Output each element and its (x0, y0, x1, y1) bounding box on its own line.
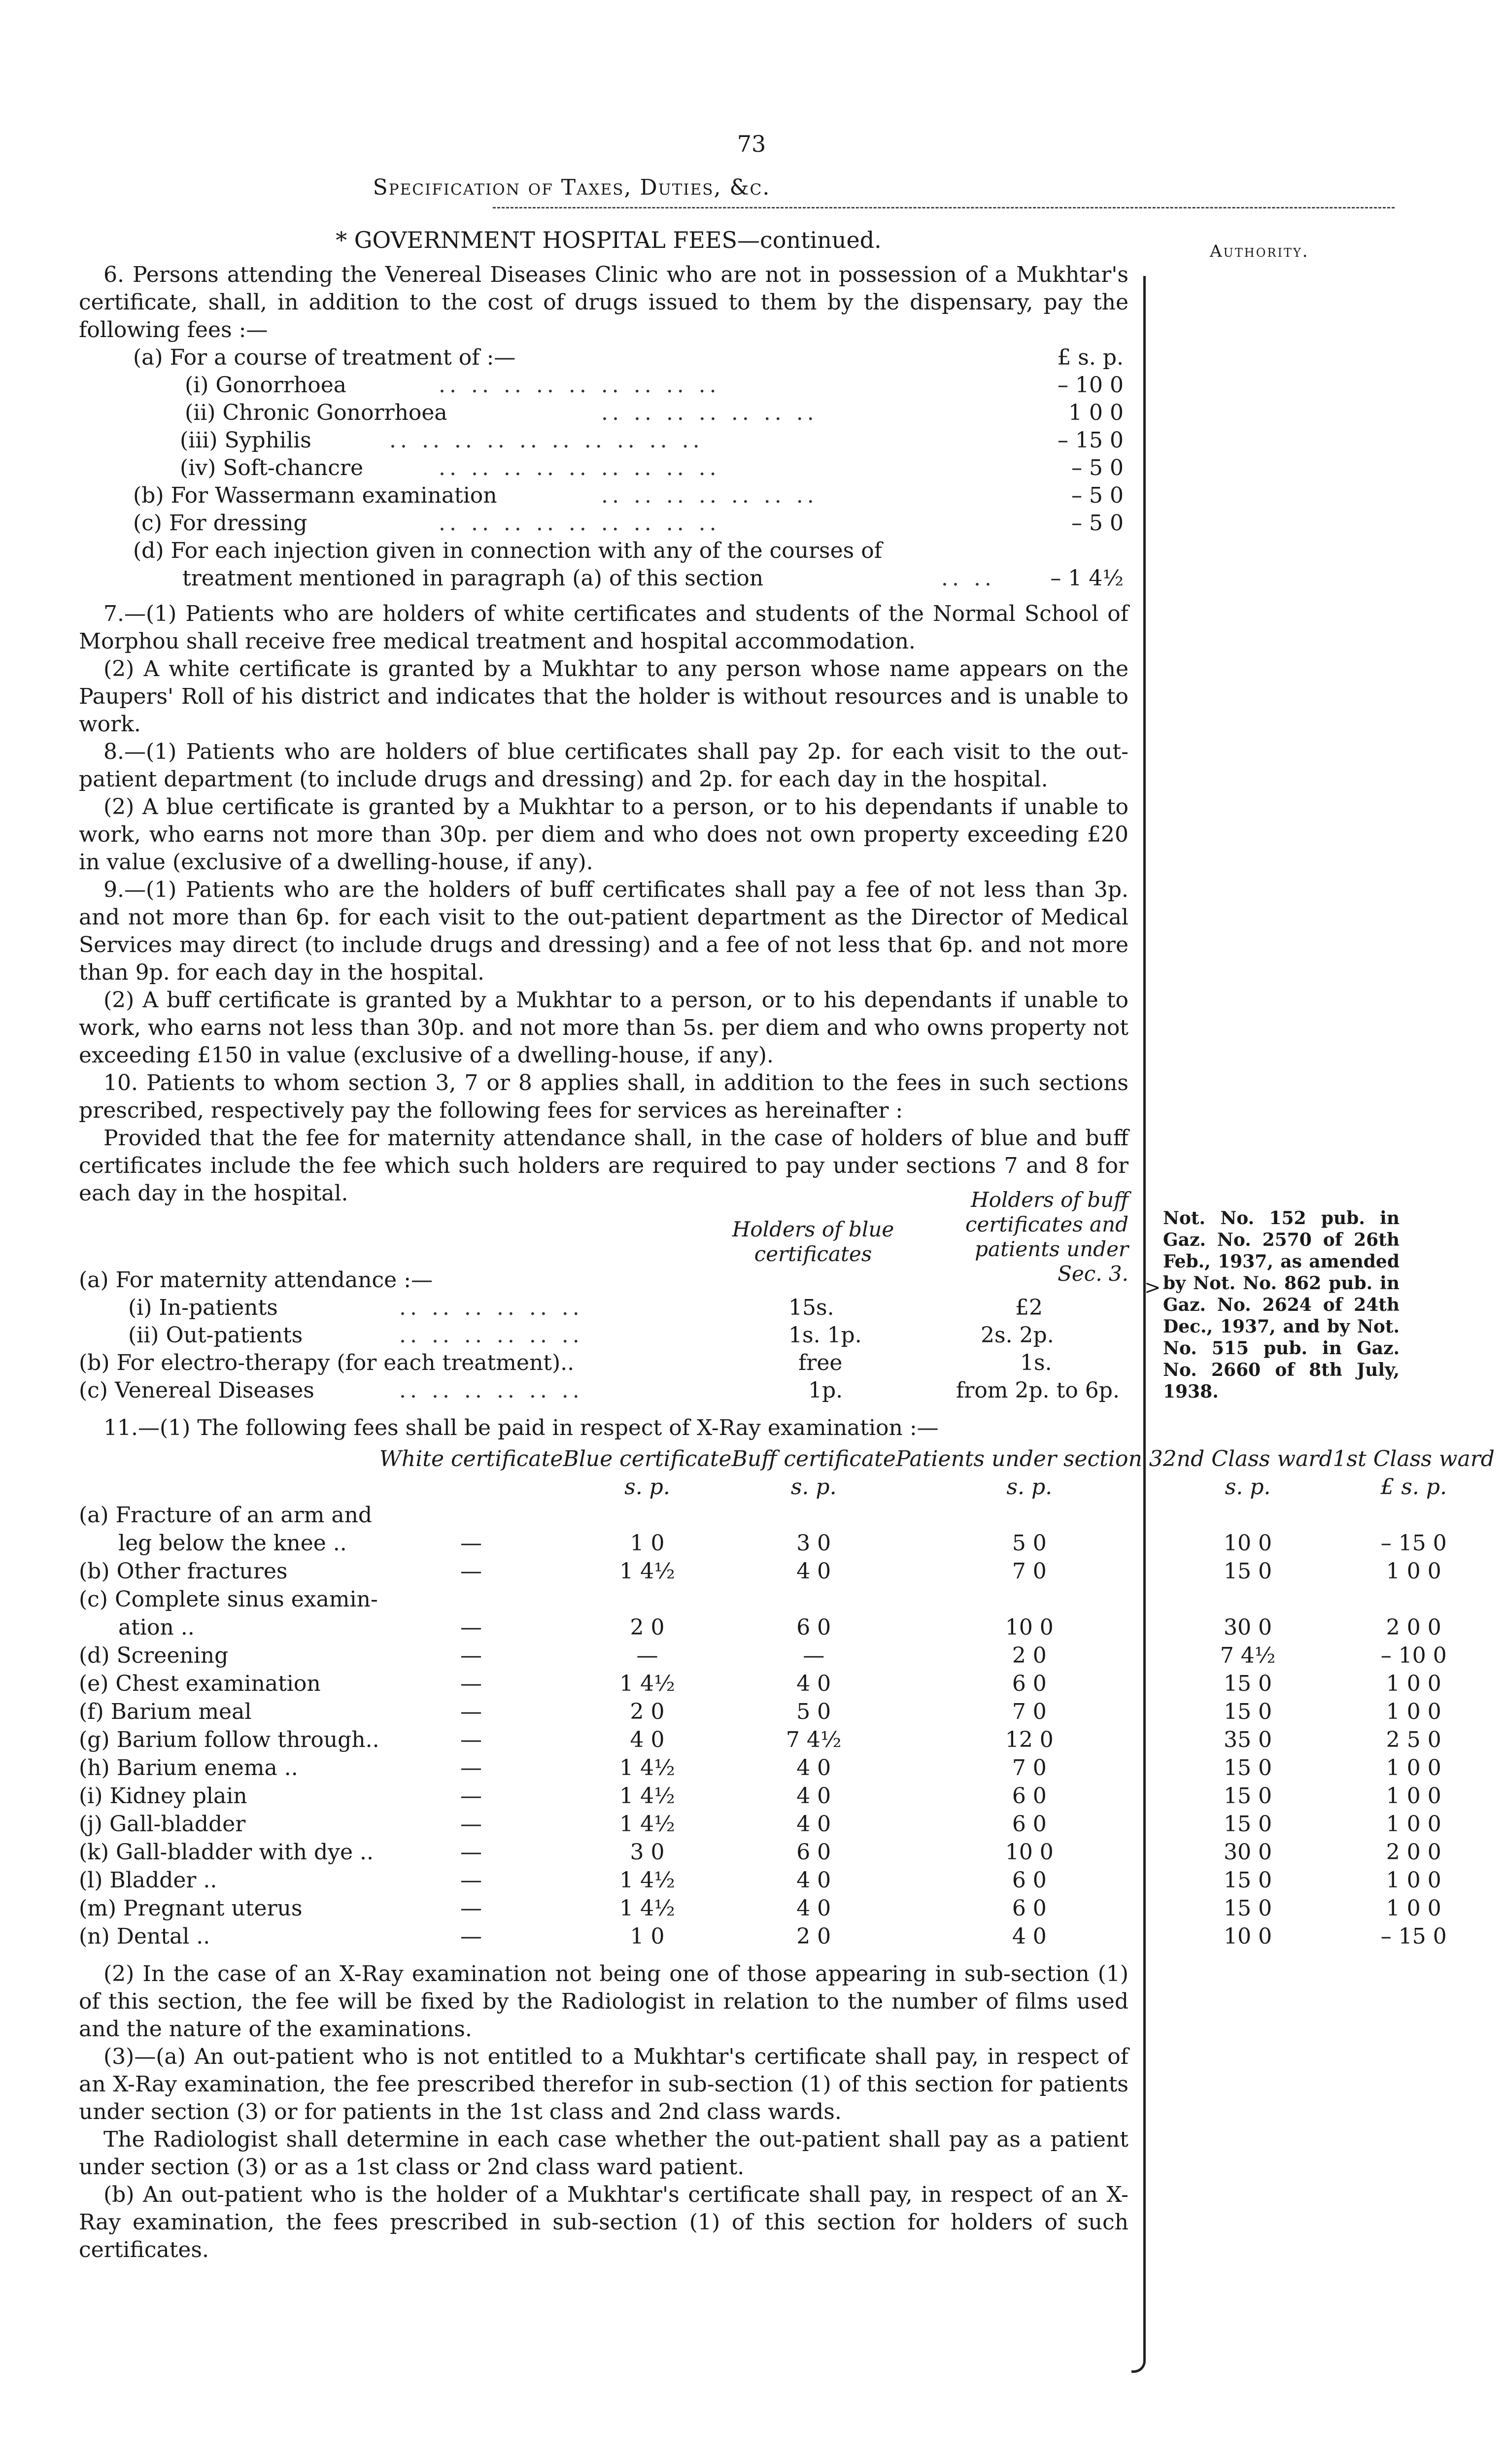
xray-cell: 7 0 (1012, 1559, 1047, 1584)
t10-buff: 1s. (1020, 1350, 1052, 1375)
table-row (79, 1529, 1495, 1557)
xray-cell: 35 0 (1224, 1727, 1272, 1752)
xray-cell: 5 0 (796, 1699, 831, 1724)
xray-cell: 30 0 (1224, 1840, 1272, 1865)
xray-row-label: leg below the knee .. (118, 1531, 347, 1556)
xray-cell (563, 1501, 731, 1529)
header-rule (493, 207, 1395, 208)
xray-cell: 1 4½ (619, 1783, 675, 1809)
xray-cell (379, 1585, 563, 1613)
xray-cell (563, 1585, 731, 1613)
xray-cell: 1 0 0 (1386, 1896, 1441, 1921)
xray-cell: — (803, 1643, 825, 1668)
xray-cell: 2 0 (796, 1924, 831, 1949)
t10-blue: 1s. 1p. (788, 1323, 862, 1348)
running-head: Specification of Taxes, Duties, &c. (373, 175, 771, 200)
fees-6-list (133, 344, 1128, 600)
xray-cell: 6 0 (796, 1840, 831, 1865)
fee-amount: – 10 0 (1058, 373, 1124, 398)
xray-cell: 10 0 (1005, 1615, 1054, 1640)
leader-dots: .. .. .. .. .. .. .. .. .. .. (389, 428, 704, 453)
xray-cell: 2 0 0 (1386, 1615, 1441, 1640)
para-8-1: 8.—(1) Patients who are holders of blue certificates shall pay 2p. for each visit to the out-patient department (to include drugs and dressing) and 2p. for each day in the hospital. (79, 739, 1128, 792)
table-row (79, 1894, 1495, 1922)
table-row (79, 1642, 1495, 1670)
xray-cell: — (460, 1615, 482, 1640)
xray-cell: — (460, 1783, 482, 1809)
xray-body (79, 1501, 1495, 1951)
xray-cell: 4 0 (796, 1868, 831, 1893)
fee-amount: – 1 4½ (1050, 566, 1124, 591)
xray-cell (1333, 1501, 1495, 1529)
xray-cell (896, 1501, 1163, 1529)
para-6-intro: 6. Persons attending the Venereal Diseases Clinic who are not in possession of a Mukhtar's certificate, shall, in addition to the cost of drugs issued to them by the dispensary, pay the following fees :— (79, 262, 1128, 342)
xray-cell: 6 0 (796, 1615, 831, 1640)
margin-bracket (1133, 276, 1146, 2361)
xray-cell: 15 0 (1224, 1671, 1272, 1696)
para-7-2: (2) A white certificate is granted by a Mukhtar to any person whose name appears on the Paupers' Roll of his district and indicates that the holder is without resources and is unable to work. (79, 656, 1128, 737)
xray-col-head: 2nd Class ward (1162, 1446, 1333, 1472)
xray-cell (732, 1501, 896, 1529)
fee-amount: – 5 0 (1071, 511, 1124, 536)
page-number: 73 (737, 131, 766, 157)
fee-item: (c) For dressing (133, 511, 307, 536)
xray-cell: — (460, 1896, 482, 1921)
xray-cell: — (460, 1840, 482, 1865)
fee-item: (b) For Wassermann examination (133, 483, 497, 508)
xray-cell: 4 0 (796, 1559, 831, 1584)
leader-dots: .. .. (941, 566, 995, 591)
xray-cell (732, 1585, 896, 1613)
xray-cell: 1 4½ (619, 1868, 675, 1893)
t10-blue: free (798, 1350, 843, 1375)
xray-row-label: (d) Screening (79, 1643, 229, 1668)
fee-amount: – 5 0 (1071, 455, 1124, 480)
xray-cell: 2 0 (630, 1699, 665, 1724)
t10-label: (a) For maternity attendance :— (79, 1267, 433, 1293)
t10-buff: 2s. 2p. (981, 1323, 1054, 1348)
xray-cell: 4 0 (796, 1896, 831, 1921)
leader-dots: .. .. .. .. .. .. .. (601, 400, 818, 425)
table-row (79, 1726, 1495, 1754)
xray-row-label: (k) Gall-bladder with dye .. (79, 1840, 374, 1865)
xray-cell: 4 0 (796, 1812, 831, 1837)
xray-cell (1163, 1585, 1333, 1613)
leader-dots: .. .. .. .. .. .. .. .. .. (439, 455, 720, 480)
xray-cell: — (460, 1699, 482, 1724)
para-11-1: 11.—(1) The following fees shall be paid in respect of X-Ray examination :— (103, 1415, 939, 1440)
xray-cell: 1 0 (630, 1531, 665, 1556)
xray-row-label: (f) Barium meal (79, 1699, 252, 1724)
para-11-3b: (b) An out-patient who is the holder of a Mukhtar's certificate shall pay, in respect of an X-Ray examination, the fees prescribed in sub-section (1) of this section for holders of such certificates. (79, 2182, 1128, 2262)
xray-cell: — (460, 1671, 482, 1696)
leader-dots: .. .. .. .. .. .. (399, 1323, 583, 1348)
t10-label: (ii) Out-patients (128, 1323, 303, 1348)
xray-cell: 5 0 (1012, 1531, 1047, 1556)
para-7-1: 7.—(1) Patients who are holders of white certificates and students of the Normal School of Morphou shall receive free medical treatment and hospital accommodation. (79, 601, 1128, 654)
xray-cell: 1 0 0 (1386, 1699, 1441, 1724)
xray-cell: 7 0 (1012, 1755, 1047, 1780)
xray-cell: 7 0 (1012, 1699, 1047, 1724)
fee-item: (iv) Soft-chancre (180, 455, 363, 480)
table-row (79, 1670, 1495, 1698)
xray-cell: – 10 0 (1380, 1643, 1447, 1668)
section-title: * GOVERNMENT HOSPITAL FEES—continued. (336, 227, 882, 253)
para-11-3a-cont: The Radiologist shall determine in each case whether the out-patient shall pay as a patient under section (3) or as a 1st class or 2nd class ward patient. (79, 2127, 1128, 2180)
para-8-2: (2) A blue certificate is granted by a Mukhtar to a person, or to his dependants if unable to work, who earns not more than 30p. per diem and who does not own property exceeding £20 in value (exclusive of a dwelling-house, if any). (79, 794, 1128, 875)
xray-row-label: (a) Fracture of an arm and (79, 1503, 373, 1528)
table-row (79, 1501, 1495, 1529)
fee-item: (iii) Syphilis (180, 428, 311, 453)
xray-cell: 1 0 (630, 1924, 665, 1949)
xray-row-label: (m) Pregnant uterus (79, 1896, 303, 1921)
xray-cell: 4 0 (796, 1783, 831, 1809)
fee-amount: – 15 0 (1058, 428, 1124, 453)
xray-cell: 15 0 (1224, 1783, 1272, 1809)
fee-item: (i) Gonorrhoea (185, 373, 347, 398)
t10-blue: 1p. (808, 1378, 843, 1403)
xray-cell: 2 0 0 (1386, 1840, 1441, 1865)
xray-row-label: (n) Dental .. (79, 1924, 210, 1949)
col-head-buff: Holders of buff certificates and patients under Sec. 3. (965, 1188, 1128, 1286)
xray-cell: 1 4½ (619, 1812, 675, 1837)
xray-col-head: 1st Class ward (1332, 1446, 1495, 1472)
xray-unit: £ s. p. (1380, 1474, 1447, 1500)
xray-col-head: Patients under section 3 (895, 1446, 1163, 1472)
xray-row-label: (c) Complete sinus examin- (79, 1587, 378, 1612)
xray-unit (379, 1473, 563, 1501)
fee-item: (d) For each injection given in connection with any of the courses of (133, 538, 882, 563)
table-row (79, 1782, 1495, 1810)
xray-cell: 10 0 (1005, 1840, 1054, 1865)
xray-unit: s. p. (1225, 1474, 1271, 1500)
section-10-table (79, 1188, 1128, 1404)
xray-cell: 1 4½ (619, 1671, 675, 1696)
xray-cell (1163, 1501, 1333, 1529)
table-row (79, 1838, 1495, 1866)
authority-label: Authority. (1210, 241, 1309, 261)
xray-cell: 1 0 0 (1386, 1559, 1441, 1584)
xray-fee-table (79, 1445, 1495, 1951)
col-head-blue: Holders of blue certificates (732, 1217, 894, 1266)
xray-cell: 1 4½ (619, 1755, 675, 1780)
leader-dots: .. .. .. .. .. .. (399, 1378, 583, 1403)
xray-cell: 15 0 (1224, 1699, 1272, 1724)
xray-units-row (79, 1473, 1495, 1501)
xray-cell: – 15 0 (1380, 1531, 1447, 1556)
xray-col-head: Blue certificate (563, 1446, 732, 1472)
leader-dots: .. .. .. .. .. .. .. .. .. (439, 511, 720, 536)
xray-row-label: ation .. (118, 1615, 195, 1640)
xray-cell: 6 0 (1012, 1671, 1047, 1696)
xray-cell: 2 0 (630, 1615, 665, 1640)
fee-header: £ s. p. (1057, 345, 1124, 370)
t10-blue: 15s. (788, 1295, 834, 1320)
fee-item: (ii) Chronic Gonorrhoea (185, 400, 447, 425)
leader-dots: .. .. .. .. .. .. (399, 1295, 583, 1320)
table-row (79, 1613, 1495, 1642)
xray-row-label: (e) Chest examination (79, 1671, 321, 1696)
xray-cell: 2 0 (1012, 1643, 1047, 1668)
xray-cell: — (460, 1727, 482, 1752)
fee-item: (a) For a course of treatment of :— (133, 345, 516, 370)
para-10: 10. Patients to whom section 3, 7 or 8 applies shall, in addition to the fees in such sections prescribed, respectively pay the following fees for services as hereinafter : (79, 1070, 1128, 1123)
xray-cell: 10 0 (1224, 1531, 1272, 1556)
table-row (79, 1810, 1495, 1838)
xray-cell: 6 0 (1012, 1783, 1047, 1809)
table-row (79, 1585, 1495, 1613)
para-9-2: (2) A buff certificate is granted by a Mukhtar to a person, or to his dependants if unable to work, who earns not less than 30p. and not more than 5s. per diem and who owns property not exceeding £150 in value (exclusive of a dwelling-house, if any). (79, 988, 1128, 1068)
xray-cell: – 15 0 (1380, 1924, 1447, 1949)
xray-cell: 4 0 (630, 1727, 665, 1752)
xray-cell: 12 0 (1005, 1727, 1054, 1752)
table-row (79, 1698, 1495, 1726)
xray-row-label: (h) Barium enema .. (79, 1755, 298, 1780)
para-9-1: 9.—(1) Patients who are the holders of buff certificates shall pay a fee of not less than 3p. and not more than 6p. for each visit to the out-patient department as the Director of Medical Services may direct (to include drugs and dressing) and a fee of not less that 6p. and not more than 9p. for each day in the hospital. (79, 877, 1128, 985)
xray-cell: 4 0 (796, 1671, 831, 1696)
xray-row-label: (i) Kidney plain (79, 1783, 247, 1809)
table-row (79, 1754, 1495, 1782)
xray-unit: s. p. (790, 1474, 837, 1500)
xray-unit: s. p. (624, 1474, 670, 1500)
xray-cell: — (460, 1643, 482, 1668)
xray-row-label: (g) Barium follow through.. (79, 1727, 379, 1752)
xray-cell: 15 0 (1224, 1896, 1272, 1921)
xray-cell: 6 0 (1012, 1812, 1047, 1837)
xray-cell: 2 5 0 (1386, 1727, 1441, 1752)
xray-cell: — (460, 1868, 482, 1893)
bracket-end (1131, 2356, 1146, 2373)
xray-cell (379, 1501, 563, 1529)
xray-cell: 30 0 (1224, 1615, 1272, 1640)
xray-cell: 4 0 (1012, 1924, 1047, 1949)
xray-cell (896, 1585, 1163, 1613)
xray-cell: — (460, 1559, 482, 1584)
xray-cell: 4 0 (796, 1755, 831, 1780)
leader-dots: .. .. .. .. .. .. .. (601, 483, 818, 508)
xray-row-label: (b) Other fractures (79, 1559, 288, 1584)
t10-label: (b) For electro-therapy (for each treatment).. (79, 1350, 575, 1375)
table-row (79, 1557, 1495, 1585)
authority-sidenote: Not. No. 152 pub. in Gaz. No. 2570 of 26th Feb., 1937, as amended by Not. No. 862 pub. in Gaz. No. 2624 of 24th Dec., 1937, and by Not. No. 515 pub. in Gaz. No. 2660 of 8th July, 1938. (1163, 1208, 1400, 1402)
fee-item: treatment mentioned in paragraph (a) of this section (182, 566, 764, 591)
xray-cell: 1 0 0 (1386, 1783, 1441, 1809)
xray-cell: — (460, 1812, 482, 1837)
xray-cell: — (460, 1531, 482, 1556)
t10-label: (c) Venereal Diseases (79, 1378, 314, 1403)
xray-cell: 15 0 (1224, 1812, 1272, 1837)
xray-cell: 6 0 (1012, 1896, 1047, 1921)
xray-col-head: White certificate (379, 1446, 563, 1472)
xray-row-label: (l) Bladder .. (79, 1868, 217, 1893)
xray-cell: 15 0 (1224, 1868, 1272, 1893)
para-11-2: (2) In the case of an X-Ray examination not being one of those appearing in sub-section (1) of this section, the fee will be fixed by the Radiologist in relation to the number of films used and the nature of the examinations. (79, 1961, 1128, 2042)
t10-buff: from 2p. to 6p. (956, 1378, 1120, 1403)
fee-amount: – 5 0 (1071, 483, 1124, 508)
xray-row-label: (j) Gall-bladder (79, 1812, 246, 1837)
xray-cell: 1 0 0 (1386, 1755, 1441, 1780)
xray-cell: 1 4½ (619, 1896, 675, 1921)
xray-cell: 6 0 (1012, 1868, 1047, 1893)
xray-cell: 10 0 (1224, 1924, 1272, 1949)
xray-cell: — (636, 1643, 658, 1668)
xray-cell: — (460, 1924, 482, 1949)
xray-unit: s. p. (1006, 1474, 1053, 1500)
xray-cell: 3 0 (796, 1531, 831, 1556)
xray-cell: 1 0 0 (1386, 1812, 1441, 1837)
para-10-proviso: Provided that the fee for maternity attendance shall, in the case of holders of blue and buff certificates include the fee which such holders are required to pay under sections 7 and 8 for each day in the hospital. (79, 1126, 1128, 1206)
xray-cell: 1 0 0 (1386, 1671, 1441, 1696)
bracket-point: > (1144, 1276, 1161, 1299)
xray-cell: 7 4½ (1220, 1643, 1276, 1668)
fee-amount: 1 0 0 (1068, 400, 1124, 425)
para-11-3a: (3)—(a) An out-patient who is not entitled to a Mukhtar's certificate shall pay, in respect of an X-Ray examination, the fee prescribed therefor in sub-section (1) of this section for patients under section (3) or for patients in the 1st class and 2nd class wards. (79, 2044, 1128, 2124)
xray-cell: 3 0 (630, 1840, 665, 1865)
xray-header-row (79, 1445, 1495, 1473)
xray-cell: 1 0 0 (1386, 1868, 1441, 1893)
xray-col-head: Buff certificate (731, 1446, 896, 1472)
xray-cell: 15 0 (1224, 1755, 1272, 1780)
table-row (79, 1922, 1495, 1951)
table-row (79, 1866, 1495, 1894)
xray-cell: 1 4½ (619, 1559, 675, 1584)
t10-buff: £2 (1015, 1295, 1043, 1320)
xray-cell (1333, 1585, 1495, 1613)
xray-cell: — (460, 1755, 482, 1780)
t10-label: (i) In-patients (128, 1295, 278, 1320)
leader-dots: .. .. .. .. .. .. .. .. .. (439, 373, 720, 398)
xray-cell: 7 4½ (786, 1727, 842, 1752)
xray-cell: 15 0 (1224, 1559, 1272, 1584)
